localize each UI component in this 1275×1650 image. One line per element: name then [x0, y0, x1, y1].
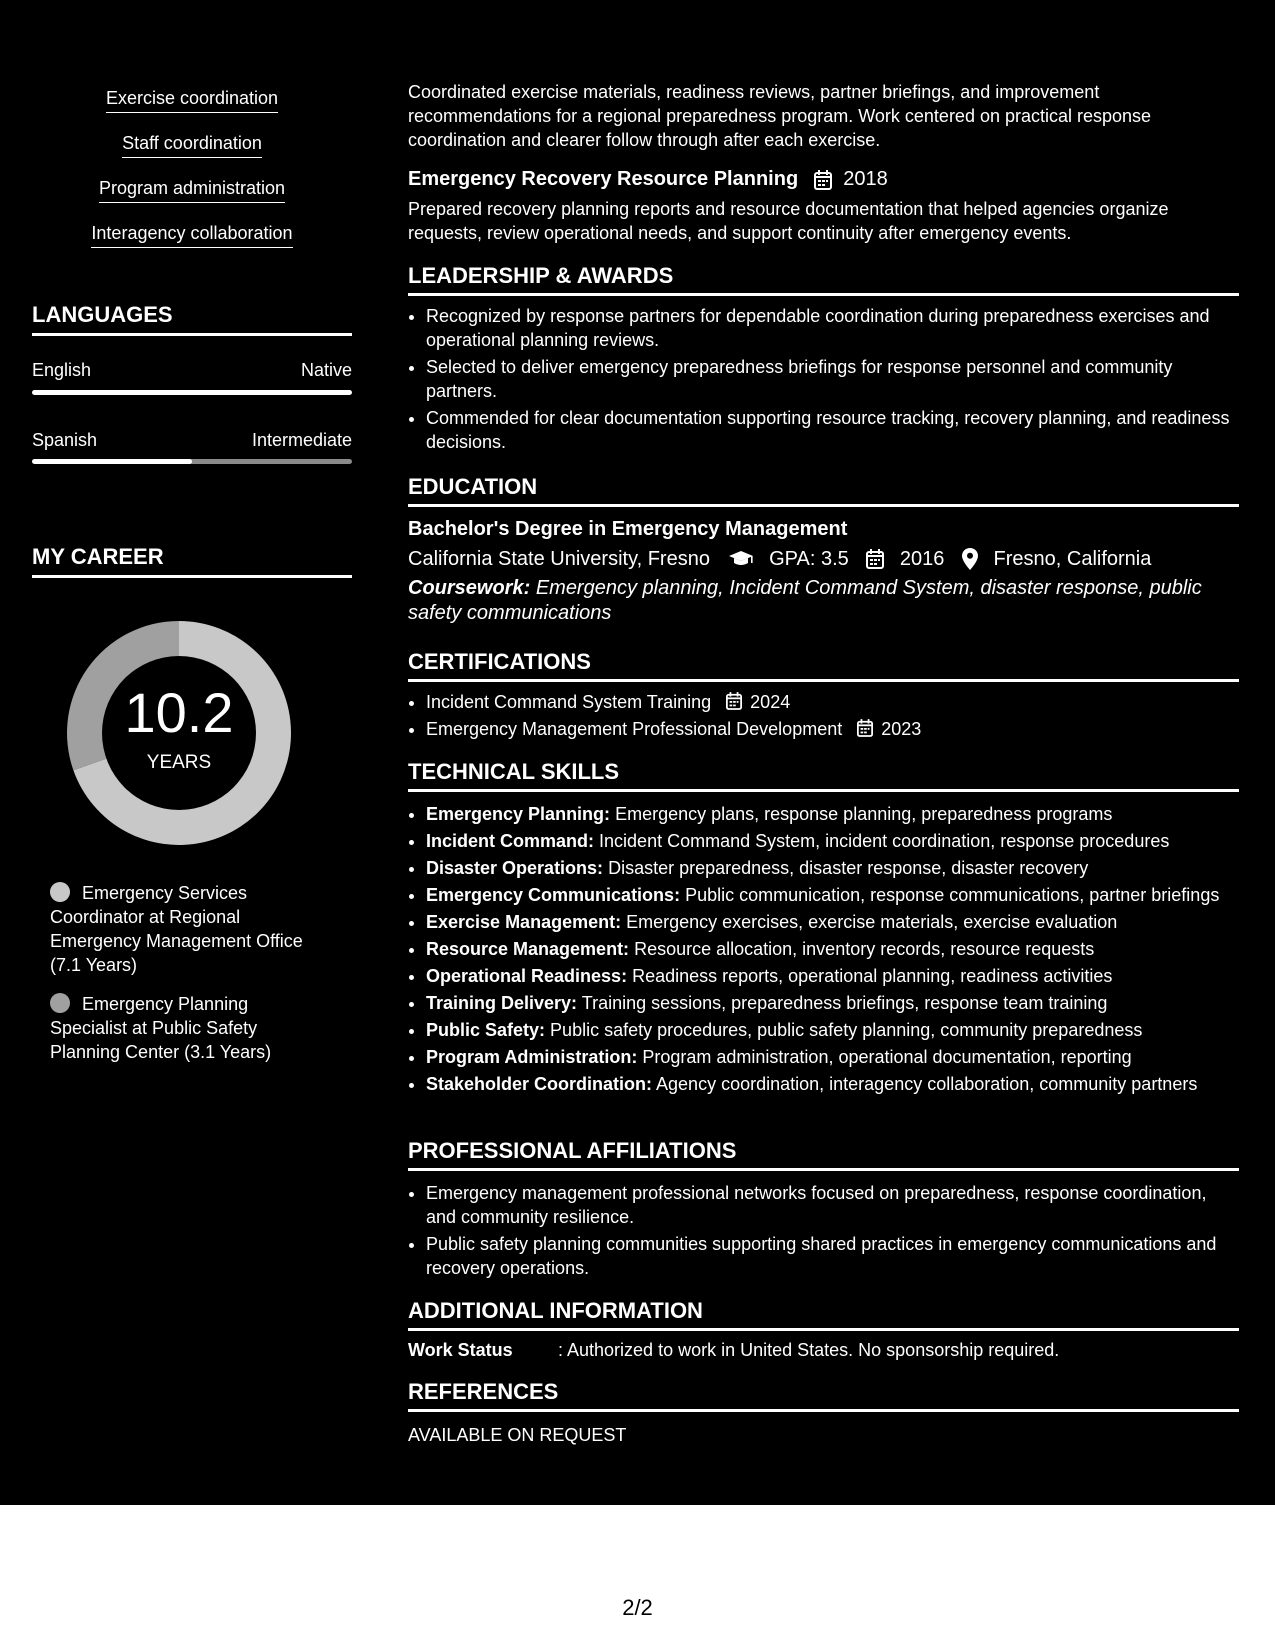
career-item-text: Emergency Planning Specialist at Public Safety Planning Center (3.1 Years) [50, 994, 272, 1062]
location-pin-icon [962, 548, 978, 570]
list-item: • Emergency management professional networks focused on preparedness, response coordination, and community resilience. [426, 1181, 1239, 1229]
degree-title: Bachelor's Degree in Emergency Management [408, 518, 848, 540]
language-level: Intermediate [251, 430, 352, 450]
skill-label: Public Safety: [426, 1020, 546, 1040]
language-name: English [32, 360, 92, 380]
list-item [426, 802, 1239, 826]
list-item [426, 690, 1239, 714]
skill-label: Training Delivery: [426, 993, 578, 1013]
language-proficiency-fill [32, 459, 192, 464]
skill-tag: Staff coordination [122, 131, 262, 158]
gpa: GPA: 3.5 [769, 547, 849, 570]
education-meta [408, 544, 1151, 573]
calendar-icon [857, 719, 873, 737]
language-level: Native [300, 360, 352, 380]
career-heading: MY CAREER [32, 543, 352, 578]
list-item [426, 1045, 1239, 1069]
career-item [50, 881, 330, 977]
leadership-list [408, 304, 1239, 457]
calendar-icon [814, 170, 832, 190]
certification-name: Emergency Management Professional Development [426, 719, 843, 739]
list-item: • Public safety planning communities supporting shared practices in emergency communications and recovery operations. [426, 1232, 1239, 1280]
skill-tag: Interagency collaboration [91, 221, 292, 248]
list-item [426, 991, 1239, 1015]
references-text: AVAILABLE ON REQUEST [408, 1425, 627, 1445]
career-total-years: 10.2 [124, 681, 234, 744]
additional-info-heading: ADDITIONAL INFORMATION [408, 1297, 1239, 1331]
list-item [426, 883, 1239, 907]
affiliations-heading: PROFESSIONAL AFFILIATIONS [408, 1137, 1239, 1171]
languages-heading: LANGUAGES [32, 301, 352, 336]
skill-tags [32, 86, 352, 266]
calendar-icon [866, 549, 884, 569]
work-status-value: : Authorized to work in United States. No sponsorship required. [558, 1340, 1060, 1360]
career-total-unit: YEARS [146, 752, 212, 773]
list-item: • Selected to deliver emergency preparedness briefings for response personnel and community partners. [426, 355, 1239, 403]
certifications-heading: CERTIFICATIONS [408, 648, 1239, 682]
coursework-label: Coursework: [408, 577, 531, 599]
list-item [426, 829, 1239, 853]
career-legend-dot [50, 882, 70, 902]
language-row [32, 428, 352, 452]
skill-text: Training sessions, preparedness briefings, response team training [581, 993, 1108, 1013]
skill-text: Emergency exercises, exercise materials, exercise evaluation [626, 912, 1118, 932]
career-legend-dot [50, 993, 70, 1013]
skill-tag: Program administration [99, 176, 285, 203]
skill-text: Readiness reports, operational planning, readiness activities [632, 966, 1113, 986]
skill-label: Emergency Communications: [426, 885, 681, 905]
leadership-heading: LEADERSHIP & AWARDS [408, 262, 1239, 296]
skill-tag: Exercise coordination [106, 86, 278, 113]
skill-label: Resource Management: [426, 939, 630, 959]
skill-text: Public safety procedures, public safety planning, community preparedness [550, 1020, 1143, 1040]
certification-year: 2024 [750, 692, 791, 712]
skill-label: Exercise Management: [426, 912, 622, 932]
page-number: 2/2 [622, 1595, 653, 1620]
education-heading: EDUCATION [408, 473, 1239, 507]
career-item-text: Emergency Services Coordinator at Regional Emergency Management Office (7.1 Years) [50, 883, 303, 975]
language-proficiency-bar [32, 459, 352, 464]
work-status-label: Work Status [408, 1340, 513, 1360]
list-item [426, 1072, 1239, 1096]
list-item [426, 964, 1239, 988]
list-item: • Recognized by response partners for dependable coordination during preparedness exercises and operational planning reviews. [426, 304, 1239, 352]
language-proficiency-bar [32, 390, 352, 395]
list-item [426, 910, 1239, 934]
skill-label: Incident Command: [426, 831, 595, 851]
skill-label: Emergency Planning: [426, 804, 611, 824]
list-item [426, 1018, 1239, 1042]
school-name: California State University, Fresno [408, 547, 710, 570]
project-year: 2018 [843, 168, 888, 190]
coursework [408, 576, 1239, 626]
project-title: Emergency Recovery Resource Planning [408, 168, 799, 190]
experience-description: Coordinated exercise materials, readiness reviews, partner briefings, and improvement recommendations for a regional preparedness program. Work centered on practical response coordination and clearer follow through after each exercise. [408, 82, 1152, 150]
language-name: Spanish [32, 430, 98, 450]
skill-label: Program Administration: [426, 1047, 638, 1067]
certifications-list [408, 690, 1239, 744]
skill-text: Program administration, operational documentation, reporting [642, 1047, 1132, 1067]
affiliations-list [408, 1181, 1239, 1283]
career-item [50, 992, 330, 1064]
skill-text: Agency coordination, interagency collaboration, community partners [656, 1074, 1198, 1094]
technical-skills-heading: TECHNICAL SKILLS [408, 758, 1239, 792]
skill-label: Stakeholder Coordination: [426, 1074, 653, 1094]
list-item [426, 856, 1239, 880]
references-heading: REFERENCES [408, 1378, 1239, 1412]
skill-label: Disaster Operations: [426, 858, 604, 878]
skill-text: Incident Command System, incident coordination, response procedures [599, 831, 1170, 851]
language-proficiency-fill [32, 390, 352, 395]
project-title-row [408, 166, 888, 192]
list-item [426, 717, 1239, 741]
skill-text: Public communication, response communications, partner briefings [685, 885, 1220, 905]
coursework-text: Emergency planning, Incident Command System, disaster response, public safety communications [408, 577, 1202, 624]
language-row [32, 358, 352, 382]
school-location: Fresno, California [993, 547, 1152, 570]
graduation-year: 2016 [899, 547, 945, 570]
list-item [426, 937, 1239, 961]
skill-text: Emergency plans, response planning, preparedness programs [615, 804, 1113, 824]
technical-skills-list [408, 802, 1239, 1099]
project-description: Prepared recovery planning reports and resource documentation that helped agencies organize requests, review operational needs, and support continuity after emergency events. [408, 199, 1169, 243]
graduation-cap-icon [728, 550, 754, 568]
skill-text: Disaster preparedness, disaster response, disaster recovery [608, 858, 1089, 878]
skill-text: Resource allocation, inventory records, resource requests [634, 939, 1095, 959]
calendar-icon [726, 692, 742, 710]
list-item: • Commended for clear documentation supporting resource tracking, recovery planning, and readiness decisions. [426, 406, 1239, 454]
skill-label: Operational Readiness: [426, 966, 628, 986]
career-donut-chart [67, 621, 291, 845]
certification-name: Incident Command System Training [426, 692, 712, 712]
certification-year: 2023 [881, 719, 922, 739]
